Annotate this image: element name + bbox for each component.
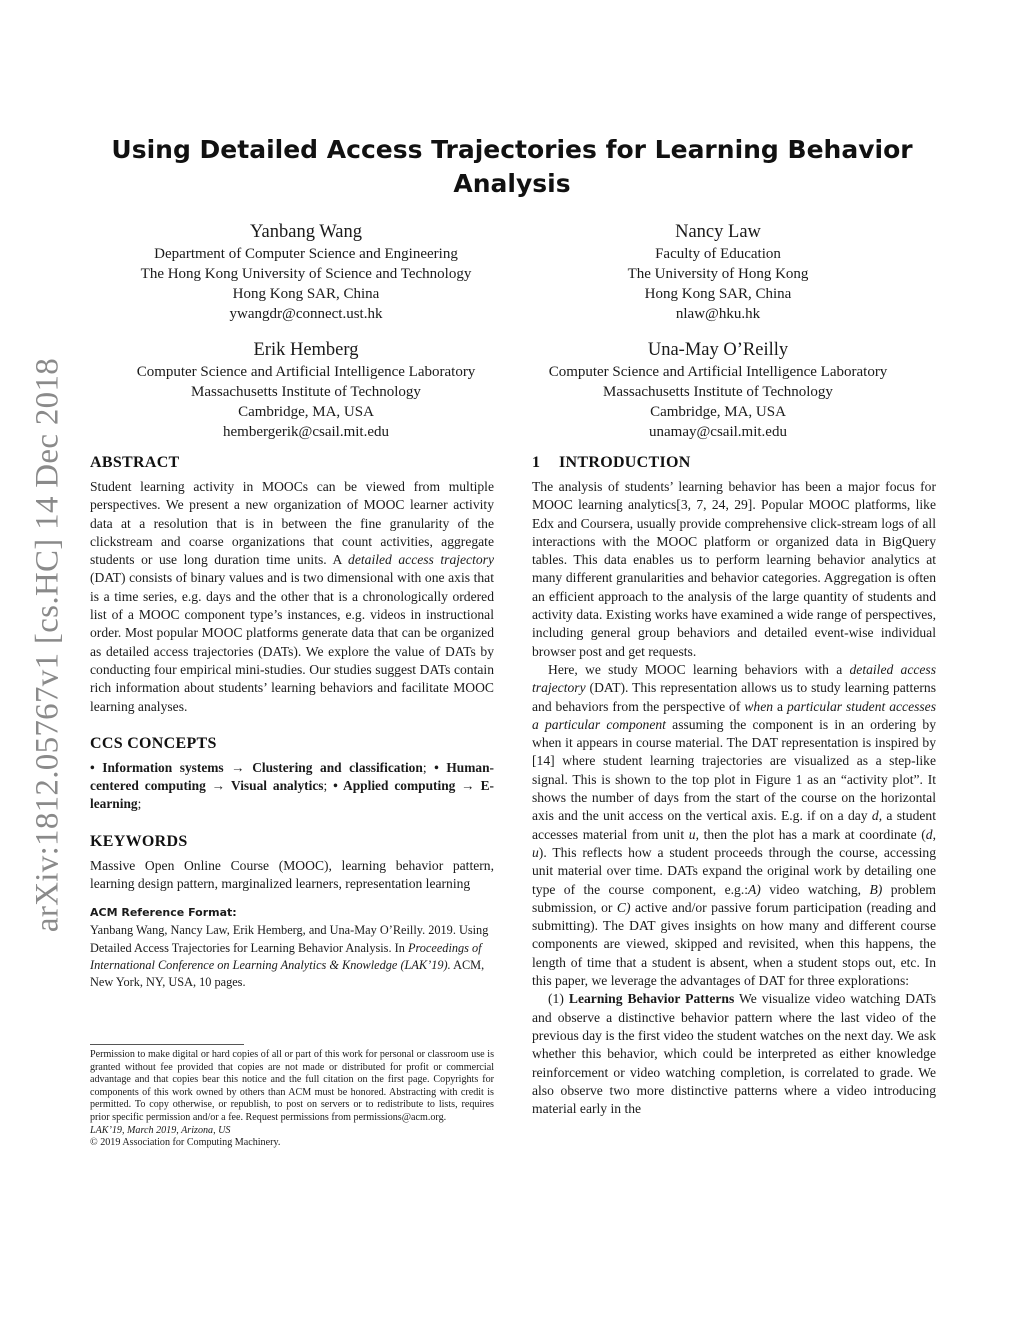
author-affiliation: The Hong Kong University of Science and Technology: [140, 266, 472, 282]
author-affiliation: The University of Hong Kong: [627, 266, 809, 282]
author-name: Yanbang Wang: [250, 222, 362, 242]
acm-reference-label: ACM Reference Format:: [90, 906, 237, 920]
author-affiliation: Massachusetts Institute of Technology: [191, 384, 421, 400]
author-email: nlaw@hku.hk: [675, 306, 761, 322]
author-location: Cambridge, MA, USA: [238, 404, 374, 420]
arxiv-identifier-stamp: arXiv:1812.05767v1 [cs.HC] 14 Dec 2018: [29, 357, 66, 933]
ccs-heading: CCS CONCEPTS: [90, 734, 217, 752]
copyright-line: © 2019 Association for Computing Machinery.: [90, 1137, 281, 1149]
author-location: Hong Kong SAR, China: [232, 286, 380, 302]
ccs-concepts-text: • Information systems → Clustering and classification; • Human-centered computing → Visual analytics; • Applied computing → E-learning;: [90, 759, 495, 812]
permission-notice: [90, 1049, 494, 1150]
keywords-heading: KEYWORDS: [90, 832, 188, 850]
author-block-3: [100, 338, 512, 442]
acm-reference-text: Yanbang Wang, Nancy Law, Erik Hemberg, and Una-May O’Reilly. 2019. Using Detailed Access Trajectories for Learning Behavior Analysis. In Proceedings of International Conference on Learning Analytics & Knowledge (LAK’19). ACM, New York, NY, USA, 10 pages.: [90, 923, 489, 990]
author-email: unamay@csail.mit.edu: [649, 424, 787, 440]
author-name: Nancy Law: [675, 222, 761, 242]
exploration-list-item-1: (1) Learning Behavior Patterns We visualize video watching DATs and observe a distinctive behavior pattern where the last video of the previous day is the first video the student watches on the next day. We ask whether this behavior, which could be interpreted as either knowledge reinforcement or video watching completion, is correlated to grade. We also observe two more distinctive patterns where a video introducing material early in the: [532, 991, 937, 1117]
abstract-text: Student learning activity in MOOCs can be viewed from multiple perspectives. We present a new organization of MOOC learner activity data at a resolution that is in between the fine granularity of the clickstream and coarse organizations that count activities, aggregate students or use long duration time units. A detailed access trajectory (DAT) consists of binary values and is two dimensional with one axis that is a time series, e.g. days and the other that is a chronologically ordered list of a MOOC component type’s instances, e.g. videos in instructional order. Most popular MOOC platforms generate data that can be organized as detailed access trajectories (DATs). We explore the value of DATs by conducting four empirical mini-studies. Our studies suggest DATs contain rich information about students’ learning behaviors and facilitate MOOC learning analyses.: [90, 479, 494, 714]
author-affiliation: Computer Science and Artificial Intelligence Laboratory: [136, 364, 476, 380]
author-name: Erik Hemberg: [253, 340, 359, 360]
author-block-4: [512, 338, 924, 442]
paper-title: Using Detailed Access Trajectories for Learning Behavior Analysis: [111, 135, 913, 198]
author-block-2: [512, 220, 924, 324]
author-affiliation: Massachusetts Institute of Technology: [603, 384, 833, 400]
right-column: [532, 452, 936, 1118]
author-location: Cambridge, MA, USA: [650, 404, 786, 420]
author-affiliation: Department of Computer Science and Engineering: [154, 246, 458, 262]
author-location: Hong Kong SAR, China: [644, 286, 792, 302]
author-affiliation: Faculty of Education: [655, 246, 781, 262]
permission-text: Permission to make digital or hard copies of all or part of this work for personal or classroom use is granted without fee provided that copies are not made or distributed for profit or commercial advantage and that copies bear this notice and the full citation on the first page. Copyrights for components of this work owned by others than ACM must be honored. Abstracting with credit is permitted. To copy otherwise, or republish, to post on servers or to redistribute to lists, requires prior specific permission and/or a fee. Request permissions from permissions@acm.org.: [90, 1049, 494, 1123]
author-name: Una-May O’Reilly: [647, 340, 789, 360]
footnote-divider: [90, 1044, 244, 1045]
left-column: [90, 452, 494, 992]
author-email: ywangdr@connect.ust.hk: [229, 306, 383, 322]
abstract-heading: ABSTRACT: [90, 454, 180, 471]
keywords-text: Massive Open Online Course (MOOC), learning behavior pattern, learning design pattern, marginalized learners, representation learning: [90, 857, 494, 892]
introduction-heading: 1 INTRODUCTION: [532, 454, 691, 471]
intro-paragraph-1: The analysis of students’ learning behavior has been a major focus for MOOC learning analytics[3, 7, 24, 29]. Popular MOOC platforms, like Edx and Coursera, usually provide comprehensive click-stream logs of all interactions with the MOOC platform or organized data in BigQuery tables. This data enables us to perform learning behavior analytics at many different granularities and behavior categories. Aggregation is often an efficient approach to the analysis of the large quantity of students and activity data. Existing works have examined a wide range of perspectives, including general group behaviors and detailed event-wise individual browser post and get requests.: [532, 479, 936, 659]
author-block-1: [100, 220, 512, 324]
author-affiliation: Computer Science and Artificial Intelligence Laboratory: [548, 364, 888, 380]
intro-paragraph-2: Here, we study MOOC learning behaviors with a detailed access trajectory (DAT). This representation allows us to study learning patterns and behaviors from the perspective of when a particular student accesses a particular component assuming the component is in an ordering by when it appears in course material. The DAT representation is inspired by [14] where student learning trajectories are visualized as a step-like signal. This is shown to the top plot in Figure 1 as an “activity plot”. It shows the number of days from the start of the course on the horizontal axis and the unit access on the vertical axis. E.g. if on a day d, a student accesses material from unit u, then the plot has a mark at coordinate (d, u). This reflects how a student proceeds through the course, accessing unit material over time. DATs expand the original work by detailing one type of the course component, e.g.:A) video watching, B) problem submission, or C) active and/or passive forum participation (reading and submitting). The DAT gives insights on how many and different course components are viewed, skipped and revisited, when this happens, the length of time that a student is absent, when a student stops out, etc. In this paper, we leverage the advantages of DAT for three explorations:: [532, 661, 937, 989]
author-email: hembergerik@csail.mit.edu: [223, 424, 389, 440]
venue-line: LAK’19, March 2019, Arizona, US: [90, 1124, 231, 1136]
